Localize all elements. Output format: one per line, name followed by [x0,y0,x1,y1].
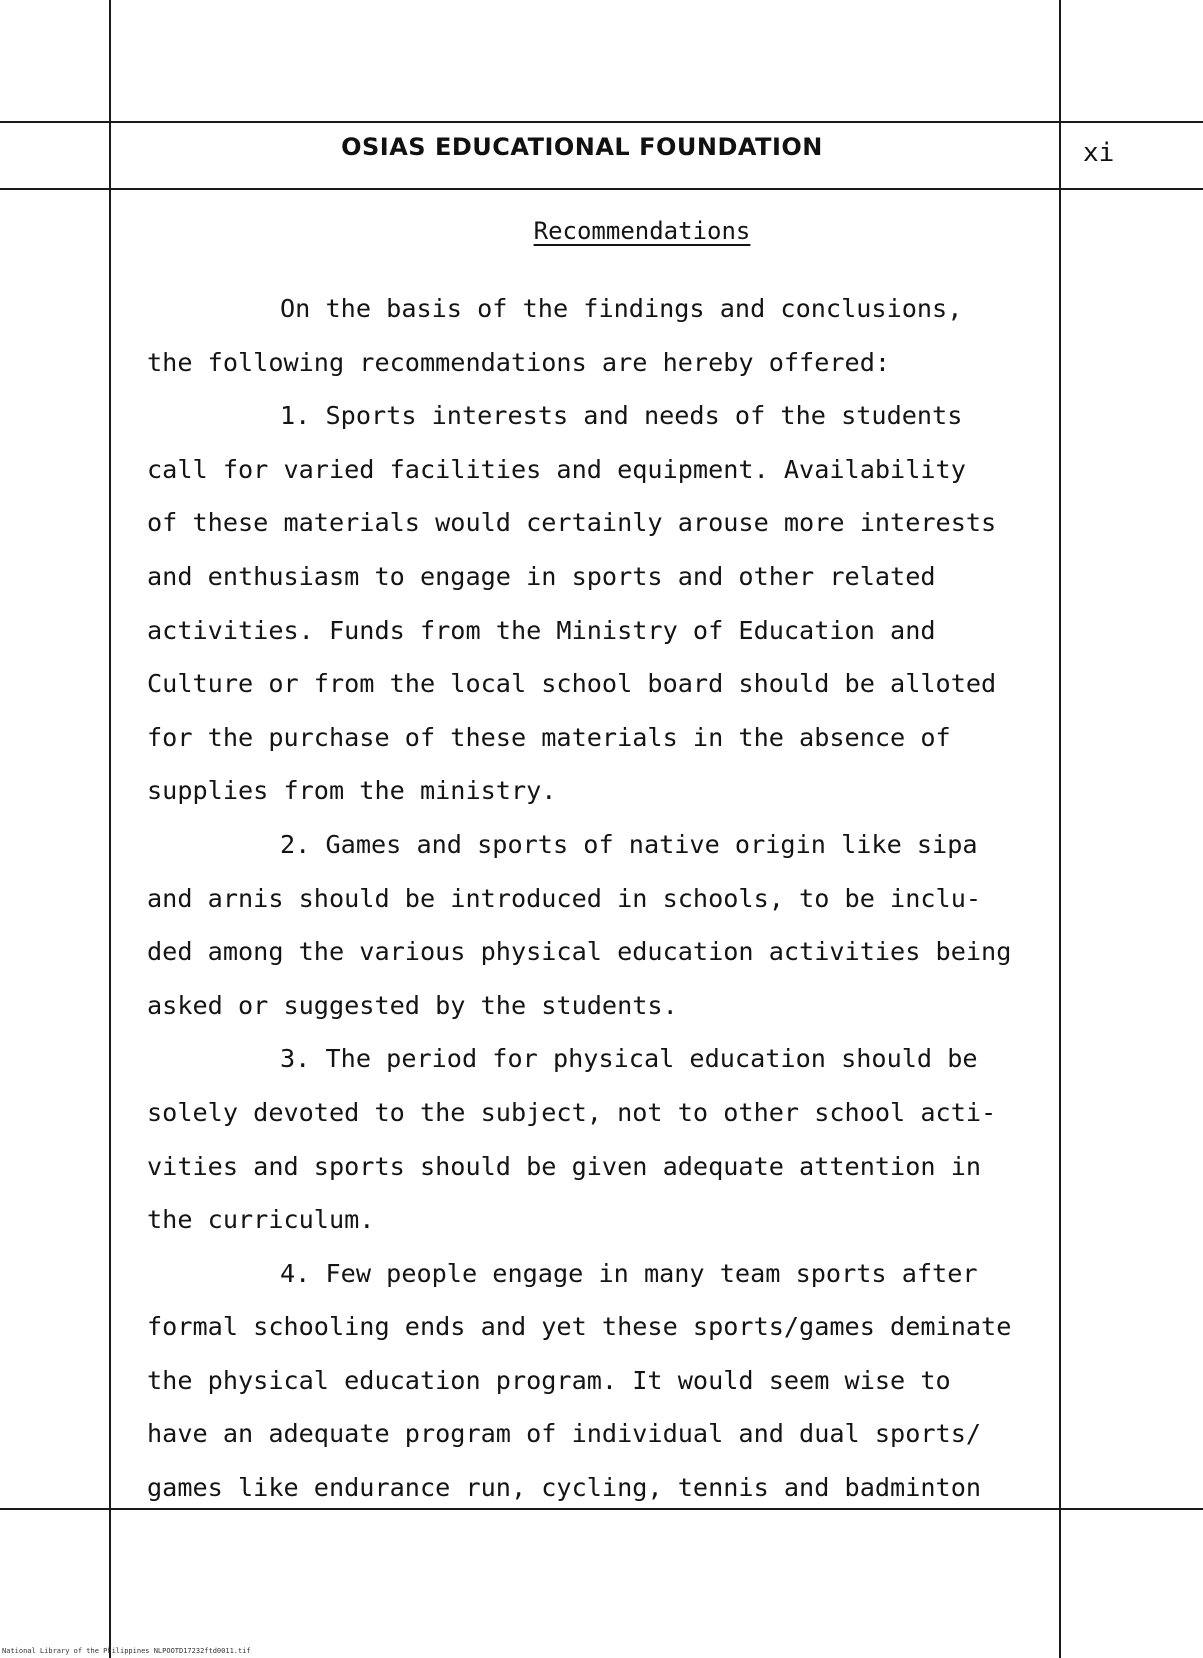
body-line: the curriculum. [147,1205,375,1235]
body-line: 4. Few people engage in many team sports after [280,1258,978,1288]
body-text [147,282,1067,1515]
body-line: the physical education program. It would seem wise to [147,1365,951,1395]
body-line: and enthusiasm to engage in sports and other related [147,561,936,591]
section-title-text: Recommendations [533,217,751,245]
header-title: OSIAS EDUCATIONAL FOUNDATION [341,133,823,161]
body-line: vities and sports should be given adequate attention in [147,1151,982,1181]
body-line: games like endurance run, cycling, tennis and badminton [147,1473,982,1503]
body-line: activities. Funds from the Ministry of Education and [147,615,936,645]
body-line: call for varied facilities and equipment. Availability [147,454,966,484]
body-line: asked or suggested by the students. [147,990,678,1020]
body-line: Culture or from the local school board should be alloted [147,669,997,699]
left-margin-line [109,0,111,1658]
body-line: have an adequate program of individual and dual sports/ [147,1419,982,1449]
body-line: ded among the various physical education activities being [147,937,1012,967]
body-line: of these materials would certainly arouse more interests [147,508,997,538]
body-line: for the purchase of these materials in the absence of [147,722,951,752]
body-line: formal schooling ends and yet these sports/games deminate [147,1312,1012,1342]
scan-caption: National Library of the Philippines NLPOOTD17232ftd0011.tif [2,1647,251,1655]
body-line: the following recommendations are hereby offered: [147,347,891,377]
body-line: 1. Sports interests and needs of the students [280,401,963,431]
header-bottom-rule [0,188,1203,190]
body-line: solely devoted to the subject, not to other school acti- [147,1097,997,1127]
body-line: 3. The period for physical education should be [280,1044,978,1074]
header-top-rule [0,121,1203,123]
body-line: 2. Games and sports of native origin like sipa [280,829,978,859]
body-line: and arnis should be introduced in schools, to be inclu- [147,883,982,913]
section-title [112,217,1172,245]
body-line: supplies from the ministry. [147,776,557,806]
body-line: On the basis of the findings and conclusions, [280,294,963,323]
page-number: xi [1083,138,1115,168]
